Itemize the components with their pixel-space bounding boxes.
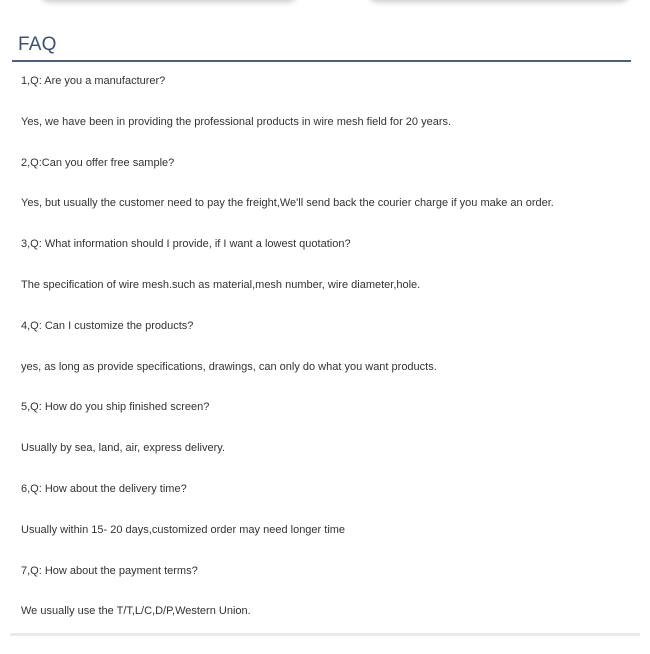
faq-answer-6: Usually within 15- 20 days,customized order may need longer time [21,523,346,536]
bottom-divider [10,633,640,636]
faq-question-5: 5,Q: How do you ship finished screen? [21,401,210,414]
faq-answer-1: Yes, we have been in providing the professional products in wire mesh field for 20 years. [21,115,452,128]
section-title: FAQ [18,34,57,55]
faq-answer-3: The specification of wire mesh.such as material,mesh number, wire diameter,hole. [21,278,421,291]
faq-question-2: 2,Q:Can you offer free sample? [21,156,175,169]
faq-answer-4: yes, as long as provide specifications, drawings, can only do what you want products. [21,360,437,373]
faq-answer-7: We usually use the T/T,L/C,D/P,Western Union. [21,605,251,618]
faq-question-4: 4,Q: Can I customize the products? [21,319,194,332]
faq-question-1: 1,Q: Are you a manufacturer? [21,75,166,87]
faq-answer-5: Usually by sea, land, air, express delivery. [21,442,225,455]
faq-header [12,32,631,62]
faq-question-7: 7,Q: How about the payment terms? [21,564,198,577]
faq-list [21,73,631,644]
faq-answer-2: Yes, but usually the customer need to pay the freight,We'll send back the courier charge if you make an order. [21,197,554,210]
faq-question-3: 3,Q: What information should I provide, if I want a lowest quotation? [21,238,351,251]
faq-question-6: 6,Q: How about the delivery time? [21,482,187,495]
